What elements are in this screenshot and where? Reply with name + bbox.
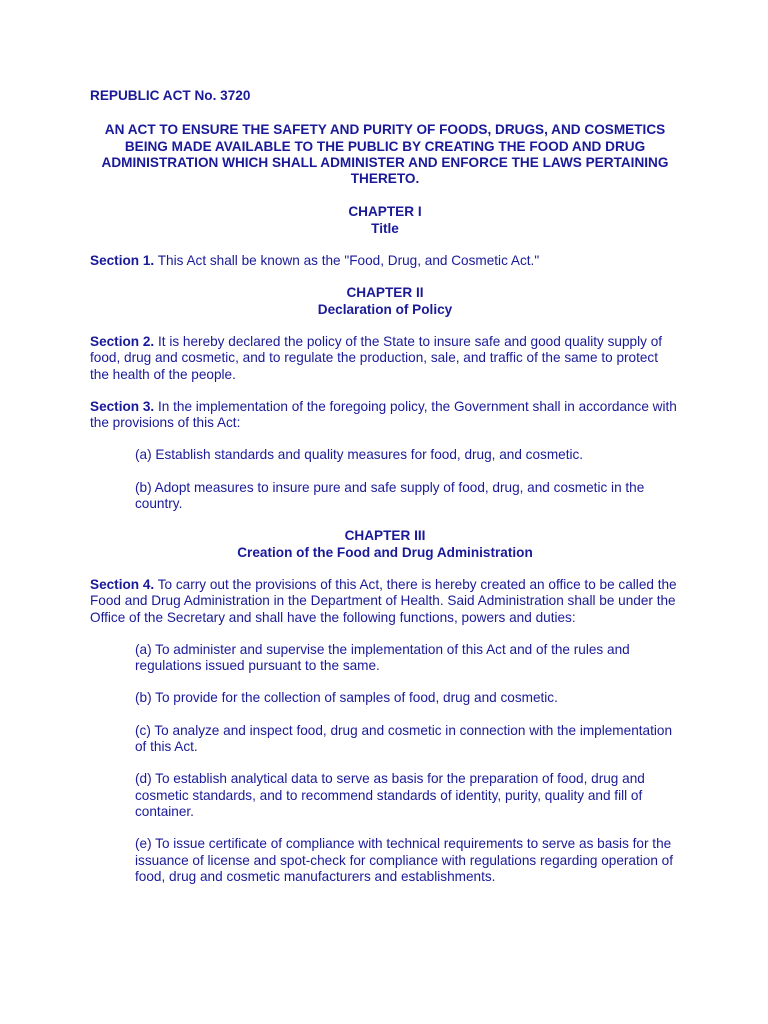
section-1-text: This Act shall be known as the "Food, Drug, and Cosmetic Act."	[154, 253, 540, 269]
section-4-item-e: (e) To issue certificate of compliance with technical requirements to serve as basis for the issuance of license and spot-check for compliance with regulations regarding operation of food, drug and cosmetic manufacturers and establishments.	[135, 836, 674, 884]
chapter-2-heading	[90, 285, 680, 318]
section-2-label: Section 2.	[90, 333, 155, 349]
section-3	[90, 399, 680, 432]
section-3-item-b: (b) Adopt measures to insure pure and safe supply of food, drug, and cosmetic in the country.	[135, 479, 645, 512]
section-1-label: Section 1.	[90, 253, 155, 269]
section-2	[90, 334, 680, 383]
section-4-item-a: (a) To administer and supervise the implementation of this Act and of the rules and regulations issued pursuant to the same.	[135, 641, 630, 674]
section-4-label: Section 4.	[90, 576, 155, 592]
section-4-item-d: (d) To establish analytical data to serve as basis for the preparation of food, drug and cosmetic standards, and to recommend standards of identity, purity, quality and fill of container.	[135, 771, 645, 819]
section-4-text: To carry out the provisions of this Act, there is hereby created an office to be called the Food and Drug Administration in the Department of Health. Said Administration shall be under the Office of the Secretary and shall have the following functions, powers and duties:	[90, 576, 677, 625]
chapter-1-subtitle: Title	[371, 220, 399, 236]
section-4-item-b: (b) To provide for the collection of samples of food, drug and cosmetic.	[135, 690, 558, 706]
section-4	[90, 577, 680, 626]
section-3-text: In the implementation of the foregoing policy, the Government shall in accordance with the provisions of this Act:	[90, 398, 677, 431]
section-2-text: It is hereby declared the policy of the State to insure safe and good quality supply of food, drug and cosmetic, and to regulate the production, sale, and traffic of the same to protect the health of the people.	[90, 333, 663, 382]
act-number: REPUBLIC ACT No. 3720	[90, 88, 251, 103]
section-3-label: Section 3.	[90, 398, 155, 414]
chapter-1-heading	[90, 204, 680, 237]
chapter-2-subtitle: Declaration of Policy	[317, 301, 453, 317]
chapter-3-heading	[90, 528, 680, 561]
section-3-item-a: (a) Establish standards and quality measures for food, drug, and cosmetic.	[135, 447, 584, 463]
act-title: AN ACT TO ENSURE THE SAFETY AND PURITY OF FOODS, DRUGS, AND COSMETICS BEING MADE AVAILABLE TO THE PUBLIC BY CREATING THE FOOD AND DRUG ADMINISTRATION WHICH SHALL ADMINISTER AND ENFORCE THE LAWS PERTAINING THERETO.	[101, 122, 669, 187]
chapter-2-label: CHAPTER II	[346, 285, 424, 301]
chapter-3-label: CHAPTER III	[344, 528, 426, 544]
chapter-3-subtitle: Creation of the Food and Drug Administration	[237, 544, 533, 560]
chapter-1-label: CHAPTER I	[348, 204, 422, 220]
section-4-item-c: (c) To analyze and inspect food, drug and cosmetic in connection with the implementation of this Act.	[135, 722, 673, 755]
section-1	[90, 253, 680, 269]
